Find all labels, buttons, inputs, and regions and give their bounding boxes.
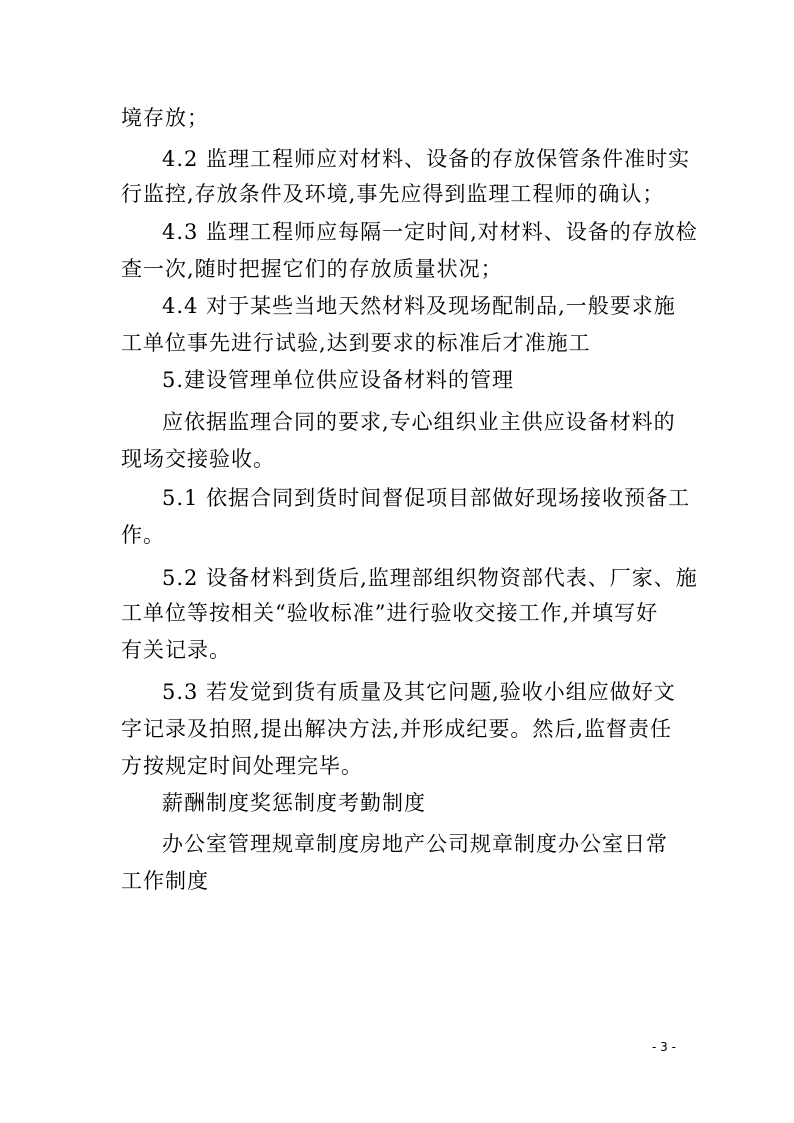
text-line: 5.1 依据合同到货时间督促项目部做好现场接收预备工 (162, 486, 691, 510)
text-line: 境存放； (121, 106, 209, 130)
text-line: 4.2 监理工程师应对材料、设备的存放保管条件准时实 (162, 147, 691, 171)
text-line: 方按规定时间处理完毕。 (121, 754, 363, 778)
text-line: 4.3 监理工程师应每隔一定时间,对材料、设备的存放检 (162, 220, 698, 244)
text-line: 5.3 若发觉到货有质量及其它问题,验收小组应做好文 (162, 680, 676, 704)
text-line: 薪酬制度奖惩制度考勤制度 (162, 791, 426, 815)
text-line: 办公室管理规章制度房地产公司规章制度办公室日常 (162, 832, 668, 856)
page-number: - 3 - (652, 1040, 676, 1054)
text-line: 工单位事先进行试验,达到要求的标准后才准施工 (121, 331, 591, 355)
text-line: 4.4 对于某些当地天然材料及现场配制品,一般要求施 (162, 294, 676, 318)
text-line: 有关记录。 (121, 638, 231, 662)
text-line: 字记录及拍照,提出解决方法,并形成纪要。然后,监督责任 (121, 717, 673, 741)
text-line: 查一次,随时把握它们的存放质量状况； (121, 257, 503, 281)
section-heading: 5.建设管理单位供应设备材料的管理 (162, 368, 515, 392)
text-line: 工作制度 (121, 869, 209, 893)
text-line: 应依据监理合同的要求,专心组织业主供应设备材料的 (162, 410, 676, 434)
text-line: 作。 (121, 523, 165, 547)
text-line: 工单位等按相关“验收标准”进行验收交接工作,并填写好 (121, 601, 659, 625)
text-line: 现场交接验收。 (121, 447, 275, 471)
text-line: 5.2 设备材料到货后,监理部组织物资部代表、厂家、施 (162, 566, 698, 590)
text-line: 行监控,存放条件及环境,事先应得到监理工程师的确认； (121, 182, 665, 206)
